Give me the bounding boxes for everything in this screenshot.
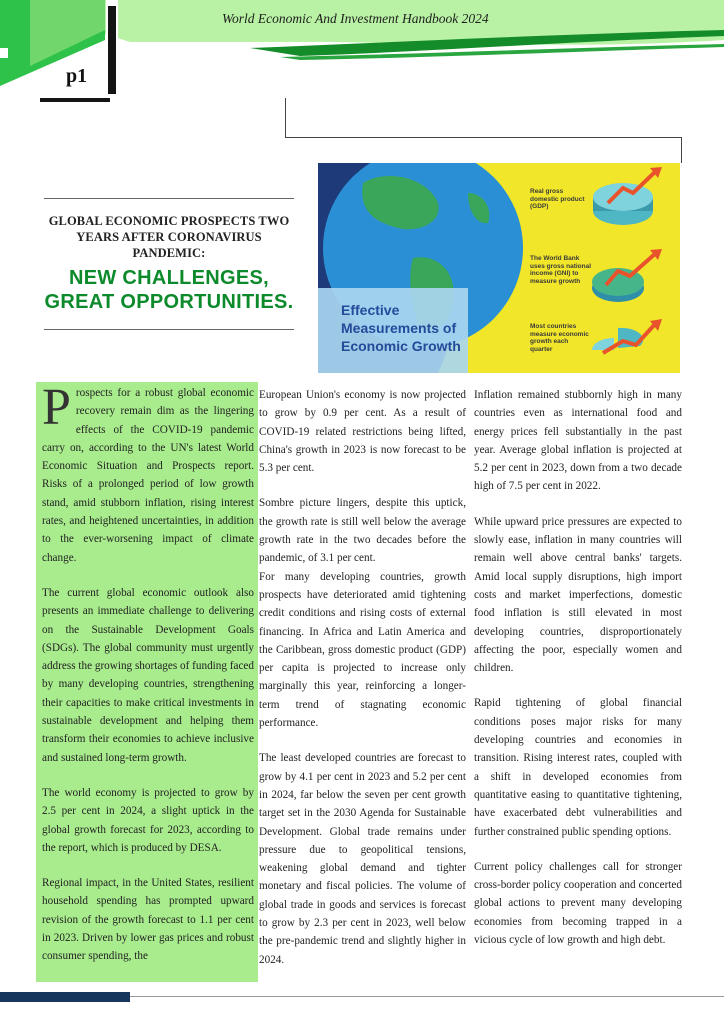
article-column-2: [259, 386, 466, 986]
infographic-item-gdp: Real gross domestic product (GDP): [530, 188, 585, 210]
infographic-item-quarterly: Most countries measure economic growth each quarter: [530, 323, 589, 353]
headline-rule-top: [44, 198, 294, 199]
article-column-3: [474, 386, 682, 966]
article-paragraph: European Union's economy is now projected to grow by 0.9 per cent. As a result of COVID-19 related restrictions being lifted, China's growth in 2023 is now forecast to be 5.3 per cent.: [259, 389, 466, 475]
frame-line-right: [681, 137, 682, 163]
drop-cap: P: [42, 379, 71, 436]
article-paragraph: The world economy is projected to grow by 2.5 per cent in 2024, a slight uptick in the global growth forecast for 2023, according to the report, which is produced by DESA.: [42, 786, 254, 854]
article-paragraph: Rapid tightening of global financial conditions poses major risks for many developing countries and economies in transition. Rising interest rates, coupled with a shift in developed economies from quantitative easing to quantitative tightening, have exacerbated debt vulnerabilities and further constrained public spending options.: [474, 697, 682, 838]
article-paragraph: Regional impact, in the United States, resilient household spending has prompted upward revision of the growth forecast to 1.1 per cent in 2023. Driven by lower gas prices and robust consumer spending, the: [42, 877, 254, 963]
footer-rule: [130, 996, 724, 997]
headline-rule-bottom: [44, 329, 294, 330]
article-kicker: GLOBAL ECONOMIC PROSPECTS TWO YEARS AFTER CORONAVIRUS PANDEMIC:: [48, 214, 290, 260]
article-paragraph: Prospects for a robust global economic recovery remain dim as the lingering effects of the COVID-19 pandemic carry on, according to the UN's latest World Economic Situation and Prospects report. Risks of a prolonged period of low growth stand, amid stubborn inflation, rising interest rates, and heightened uncertainties, in addition to the ever-worsening impact of climate change.: [42, 379, 254, 564]
infographic-item-gni: The World Bank uses gross national income (GNI) to measure growth: [530, 255, 592, 285]
article-paragraph: Sombre picture lingers, despite this uptick, the growth rate is still well below the average growth rate in the two decades before the pandemic, of 3.1 per cent.: [259, 497, 466, 565]
article-title: NEW CHALLENGES, GREAT OPPORTUNITIES.: [44, 267, 294, 313]
article-paragraph: For many developing countries, growth prospects have deteriorated amid tightening credit conditions and rising costs of external financing. In Africa and Latin America and the Caribbean, gross domestic product (GDP) per capita is projected to increase only marginally this year, reinforcing a longer-term trend of stagnating economic performance.: [259, 570, 466, 730]
article-column-1: [42, 379, 254, 983]
article-paragraph: While upward price pressures are expected to slowly ease, inflation in many countries will remain well above central banks' targets. Amid local supply disruptions, high import costs and market imperfections, domestic food inflation is still elevated in most developing countries, disproportionately affecting the poor, especially women and children.: [474, 515, 682, 675]
frame-line-top: [285, 137, 682, 138]
frame-line-vertical: [285, 98, 286, 138]
article-paragraph: Inflation remained stubbornly high in many countries even as international food and energy prices fell substantially in the past year. Average global inflation is projected at 5.2 per cent in 2023, down from a two decade high of 7.5 per cent in 2022.: [474, 389, 682, 493]
footer-bar-dark: [0, 992, 130, 1002]
infographic: [318, 163, 680, 373]
handbook-title: World Economic And Investment Handbook 2024: [222, 11, 489, 26]
article-paragraph: The least developed countries are forecast to grow by 4.1 per cent in 2023 and 5.2 per cent in 2024, far below the seven per cent growth target set in the 2030 Agenda for Sustainable Development. Global trade remains under pressure due to geopolitical tensions, weakening global demand and tighter monetary and fiscal policies. The volume of global trade in goods and services is forecast to grow by 2.3 per cent in 2023, well below the pre-pandemic trend and slightly higher in 2024.: [259, 752, 466, 966]
article-paragraph: Current policy challenges call for stronger cross-border policy cooperation and concerted global actions to prevent many developing economies from becoming trapped in a vicious cycle of low growth and high debt.: [474, 860, 682, 947]
infographic-heading: Effective Measurements of Economic Growth: [341, 302, 461, 354]
article-paragraph: The current global economic outlook also presents an immediate challenge to delivering on the Sustainable Development Goals (SDGs). The global community must urgently address the growing shortages of funding faced by many developing countries, strengthening their capacities to make critical investments in sustainable development and helping them transform their economies to achieve inclusive and sustained long-term growth.: [42, 586, 254, 764]
page-number: p1: [66, 65, 88, 87]
